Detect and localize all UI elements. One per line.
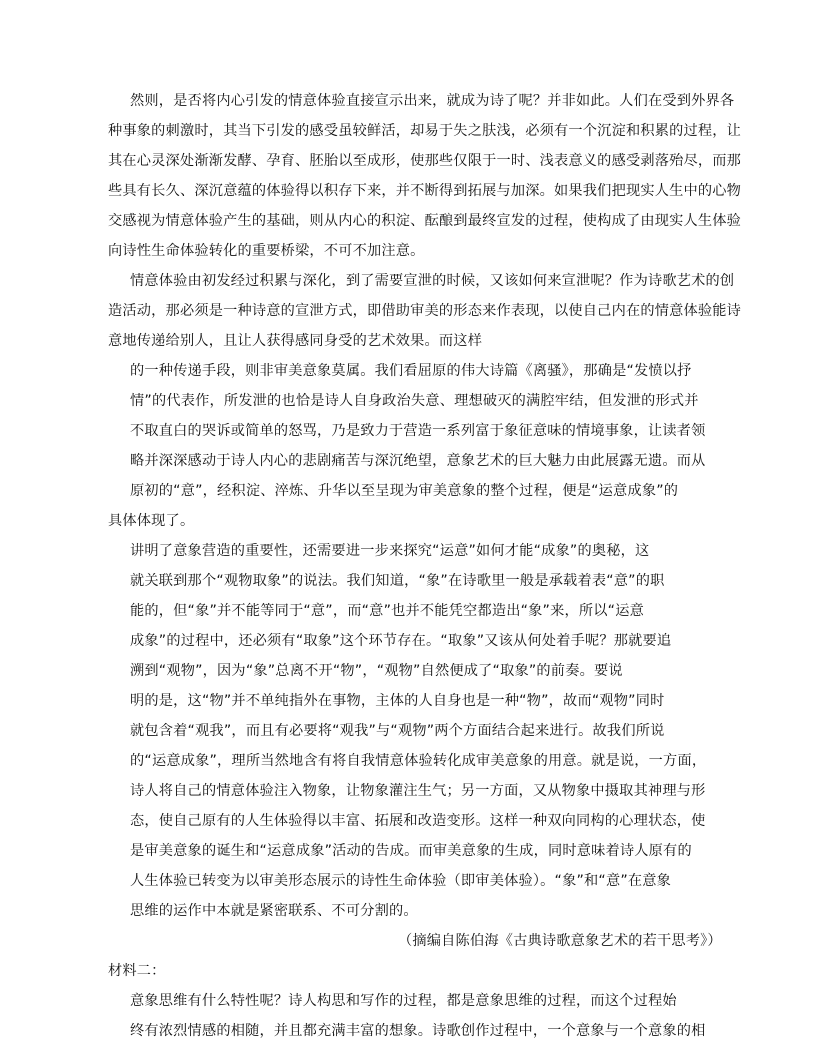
text-line: 成象”的过程中，还必须有“取象”这个环节存在。“取象”又该从何处着手呢？那就要追 [130,633,672,649]
text-line: 意象思维有什么特性呢？诗人构思和写作的过程，都是意象思维的过程，而这个过程始 [130,993,677,1009]
text-line: 能的，但“象”并不能等同于“意”，而“意”也并不能凭空都造出“象”来，所以“运意 [130,603,644,619]
text-line: 明的是，这“物”并不单纯指外在事物，主体的人自身也是一种“物”，故而“观物”同时 [130,693,665,709]
text-line: 其在心灵深处渐渐发酵、孕育、胚胎以至成形，使那些仅限于一时、浅表意义的感受剥落殆尽，而那 [108,153,742,169]
text-line: 意地传递给别人，且让人获得感同身受的艺术效果。而这样 [108,333,483,349]
text-line: 情意体验由初发经过积累与深化，到了需要宣泄的时候，又该如何来宣泄呢？作为诗歌艺术的创 [130,273,735,289]
text-line: 略并深深感动于诗人内心的悲剧痛苦与深沉绝望，意象艺术的巨大魅力由此展露无遗。而从 [130,453,706,469]
text-line: 不取直白的哭诉或简单的怒骂，乃是致力于营造一系列富于象征意味的情境事象，让读者领 [130,423,706,439]
text-line: 人生体验已转变为以审美形态展示的诗性生命体验（即审美体验）。“象”和“意”在意象 [130,873,672,889]
text-line: 是审美意象的诞生和“运意成象”活动的告成。而审美意象的生成，同时意味着诗人原有的 [130,843,692,859]
text-line: 溯到“观物”，因为“象”总离不开“物”，“观物”自然便成了“取象”的前奏。要说 [130,663,623,679]
text-line: 的一种传递手段，则非审美意象莫属。我们看屈原的伟大诗篇《离骚》，那确是“发愤以抒 [130,363,692,379]
text-line: 情”的代表作，所发泄的也恰是诗人自身政治失意、理想破灭的满腔牢结，但发泄的形式并 [130,393,699,409]
text-line: 然则，是否将内心引发的情意体验直接宣示出来，就成为诗了呢？并非如此。人们在受到外界各 [130,93,735,109]
text-line: 态，使自己原有的人生体验得以丰富、拓展和改造变形。这样一种双向同构的心理状态，使 [130,813,706,829]
text-line: 思维的运作中本就是紧密联系、不可分割的。 [130,903,418,919]
material-label: 材料二： [108,963,166,979]
text-line: 终有浓烈情感的相随，并且都充满丰富的想象。诗歌创作过程中，一个意象与一个意象的相 [130,1023,706,1039]
text-line: 具体体现了。 [108,513,195,529]
text-line: 就包含着“观我”，而且有必要将“观我”与“观物”两个方面结合起来进行。故我们所说 [130,723,665,739]
text-line: 种事象的刺激时，其当下引发的感受虽较鲜活，却易于失之肤浅，必须有一个沉淀和积累的过程，让 [108,123,742,139]
text-line: 造活动，那必须是一种诗意的宣泄方式，即借助审美的形态来作表现，以使自己内在的情意体验能诗 [108,303,742,319]
text-line: 些具有长久、深沉意蕴的体验得以积存下来，并不断得到拓展与加深。如果我们把现实人生中的心物 [108,183,742,199]
text-line: 原初的“意”，经积淀、淬炼、升华以至呈现为审美意象的整个过程，便是“运意成象”的 [130,483,679,499]
text-line: 诗人将自己的情意体验注入物象，让物象灌注生气；另一方面，又从物象中摄取其神理与形 [130,783,706,799]
text-line: 就关联到那个“观物取象”的说法。我们知道，“象”在诗歌里一般是承载着表“意”的职 [130,573,665,589]
source-citation: （摘编自陈伯海《古典诗歌意象艺术的若干思考》） [398,933,722,949]
text-line: 交感视为情意体验产生的基础，则从内心的积淀、酝酿到最终宣发的过程，使构成了由现实人生体验 [108,213,742,229]
text-line: 的“运意成象”，理所当然地含有将自我情意体验转化成审美意象的用意。就是说，一方面， [130,753,707,769]
text-line: 讲明了意象营造的重要性，还需要进一步来探究“运意”如何才能“成象”的奥秘，这 [130,543,650,559]
text-line: 向诗性生命体验转化的重要桥梁，不可不加注意。 [108,243,425,259]
